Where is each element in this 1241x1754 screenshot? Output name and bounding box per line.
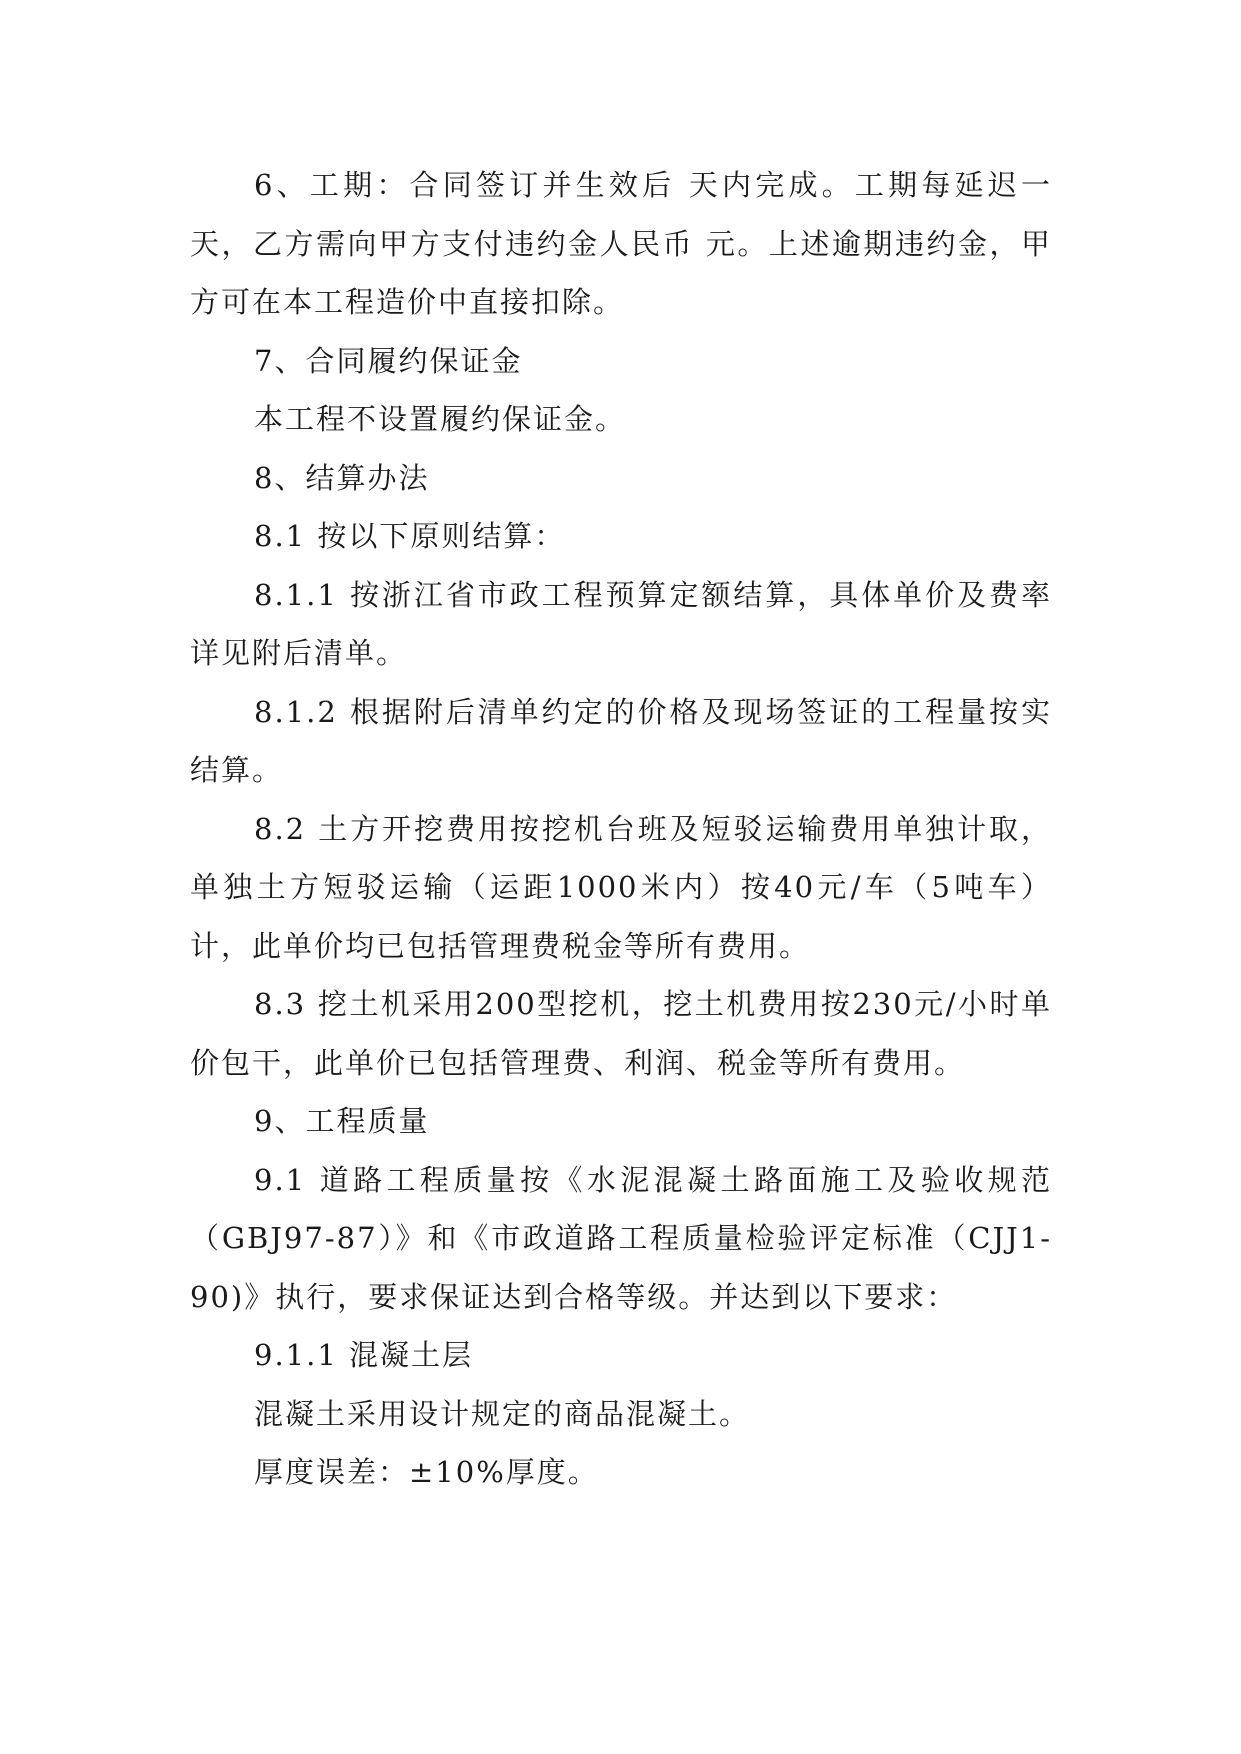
paragraph-excavator-fees: 8.3 挖土机采用200型挖机，挖土机费用按230元/小时单价包干，此单价已包括管理费、利润、税金等所有费用。 bbox=[190, 987, 1052, 1080]
paragraph-concrete-type: 混凝土采用设计规定的商品混凝土。 bbox=[254, 1396, 751, 1431]
paragraph-settlement-8-1-2: 8.1.2 根据附后清单约定的价格及现场签证的工程量按实结算。 bbox=[190, 694, 1052, 787]
paragraph-heading-performance-bond: 7、合同履约保证金 bbox=[254, 343, 523, 378]
paragraph-construction-period: 6、工期：合同签订并生效后 天内完成。工期每延迟一天，乙方需向甲方支付违约金人民币 元。上述逾期违约金，甲方可在本工程造价中直接扣除。 bbox=[190, 168, 1052, 319]
paragraph-heading-concrete-layer: 9.1.1 混凝土层 bbox=[254, 1338, 474, 1372]
paragraph-earthwork-fees: 8.2 土方开挖费用按挖机台班及短驳运输费用单独计取，单独土方短驳运输（运距1000米内）按40元/车（5吨车）计，此单价均已包括管理费税金等所有费用。 bbox=[190, 811, 1052, 963]
paragraph-settlement-principles: 8.1 按以下原则结算： bbox=[254, 519, 566, 553]
paragraph-heading-settlement: 8、结算办法 bbox=[254, 460, 430, 495]
paragraph-thickness-tolerance: 厚度误差：±10%厚度。 bbox=[254, 1455, 599, 1489]
paragraph-no-performance-bond: 本工程不设置履约保证金。 bbox=[254, 402, 627, 436]
paragraph-settlement-8-1-1: 8.1.1 按浙江省市政工程预算定额结算，具体单价及费率详见附后清单。 bbox=[190, 577, 1052, 670]
paragraph-heading-quality: 9、工程质量 bbox=[254, 1104, 430, 1138]
document-body bbox=[190, 156, 1052, 1502]
paragraph-quality-standards: 9.1 道路工程质量按《水泥混凝土路面施工及验收规范（GBJ97-87）》和《市政道路工程质量检验评定标准（CJJ1-90)》执行，要求保证达到合格等级。并达到以下要求： bbox=[190, 1162, 1052, 1314]
